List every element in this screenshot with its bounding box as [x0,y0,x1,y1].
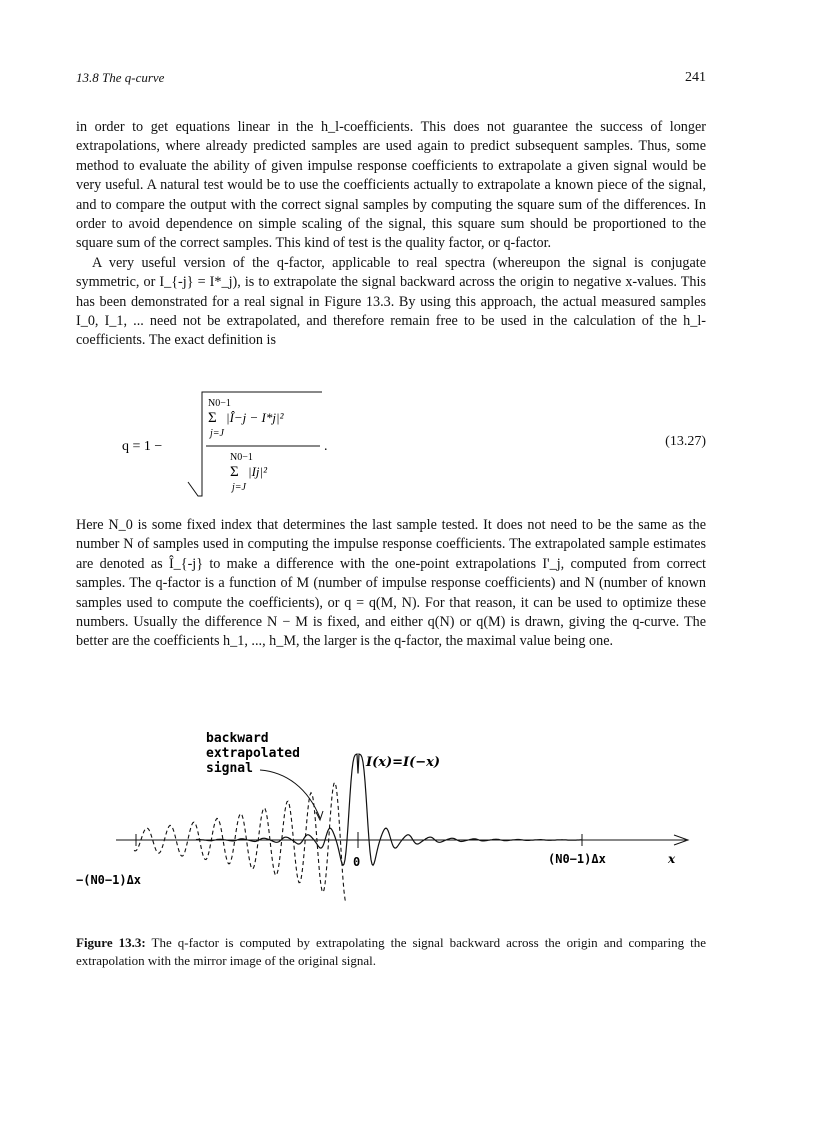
num-term: |Î−j − I*j|² [226,410,284,425]
num-sum-lower: j=J [210,428,224,439]
body-text-top [76,118,706,351]
running-header-section: 13.8 The q-curve [76,70,165,85]
figure-caption [76,934,706,969]
den-sum-upper: N0−1 [230,452,253,463]
den-sum-lower: j=J [232,482,246,493]
label-function: I(x)=I(−x) [366,755,441,770]
equation-13-27 [76,384,706,502]
num-sum-upper: N0−1 [208,398,231,409]
eq-lhs: q = 1 − [122,439,163,454]
paragraph-1: in order to get equations linear in the h_l-coefficients. This does not guarantee the success of longer extrapolations, where already predicted samples are used again to predict subsequent samples. Thus, some method to evaluate the ability of given impulse response coefficients to extrapolate a given signal would be very useful. A natural test would be to use the coefficients actually to extrapolate a known piece of the signal, and to compare the output with the correct signal samples by computing the square sum of the differences. In order to avoid dependence on simple scaling of the signal, this square sum should be proportioned to the square sum of the correct samples. This kind of test is the quality factor, or q-factor. [76,119,706,252]
label-axis-x: x [668,852,676,866]
extrapolated-signal-curve [134,783,346,904]
den-term: |Ij|² [248,464,267,479]
caption-text: The q-factor is computed by extrapolating the signal backward across the origin and comparing the extrapolation with the mirror image of the original signal. [76,935,707,968]
page-number: 241 [685,70,706,85]
figure-13-3 [76,718,716,923]
equation-graphic [76,384,706,502]
equation-number: (13.27) [665,434,706,449]
label-left-bound: −(N0−1)Δx [76,873,142,887]
caption-label: Figure 13.3: [76,935,146,950]
body-text-bottom [76,516,706,652]
label-origin: 0 [353,855,361,869]
eq-period: . [324,439,328,454]
figure-plot [76,718,716,918]
label-backward-1: backward [206,731,269,746]
label-backward-2: extrapolated [206,746,300,761]
label-right-bound: (N0−1)Δx [548,852,606,866]
paragraph-3: Here N_0 is some fixed index that determines the last sample tested. It does not need to be the same as the number N of samples used in computing the impulse response coefficients. The extrapolated sample estimates are denoted as Î_{-j} to make a difference with the one-point extrapolations I'_j, computed from correct samples. The q-factor is a function of M (number of impulse response coefficients) and N (number of known samples used to compute the coefficients), or q = q(M, N). For that reason, it can be used to optimize these numbers. Usually the difference N − M is fixed, and either q(N) or q(M) is drawn, giving the q-curve. The better are the coefficients h_1, ..., h_M, the larger is the q-factor, the maximal value being one. [76,517,706,650]
den-sigma: Σ [230,464,239,480]
paragraph-2: A very useful version of the q-factor, applicable to real spectra (whereupon the signal is conjugate symmetric, or I_{-j} = I*_j), is to extrapolate the signal backward across the origin to negative x-values. This has been demonstrated for a real signal in Figure 13.3. By using this approach, the actual measured samples I_0, I_1, ... need not be extrapolated, and therefore remain free to be used in the calculation of the h_l-coefficients. The exact definition is [76,254,706,349]
num-sigma: Σ [208,410,217,426]
original-signal-curve [196,754,582,865]
label-backward-3: signal [206,761,253,776]
